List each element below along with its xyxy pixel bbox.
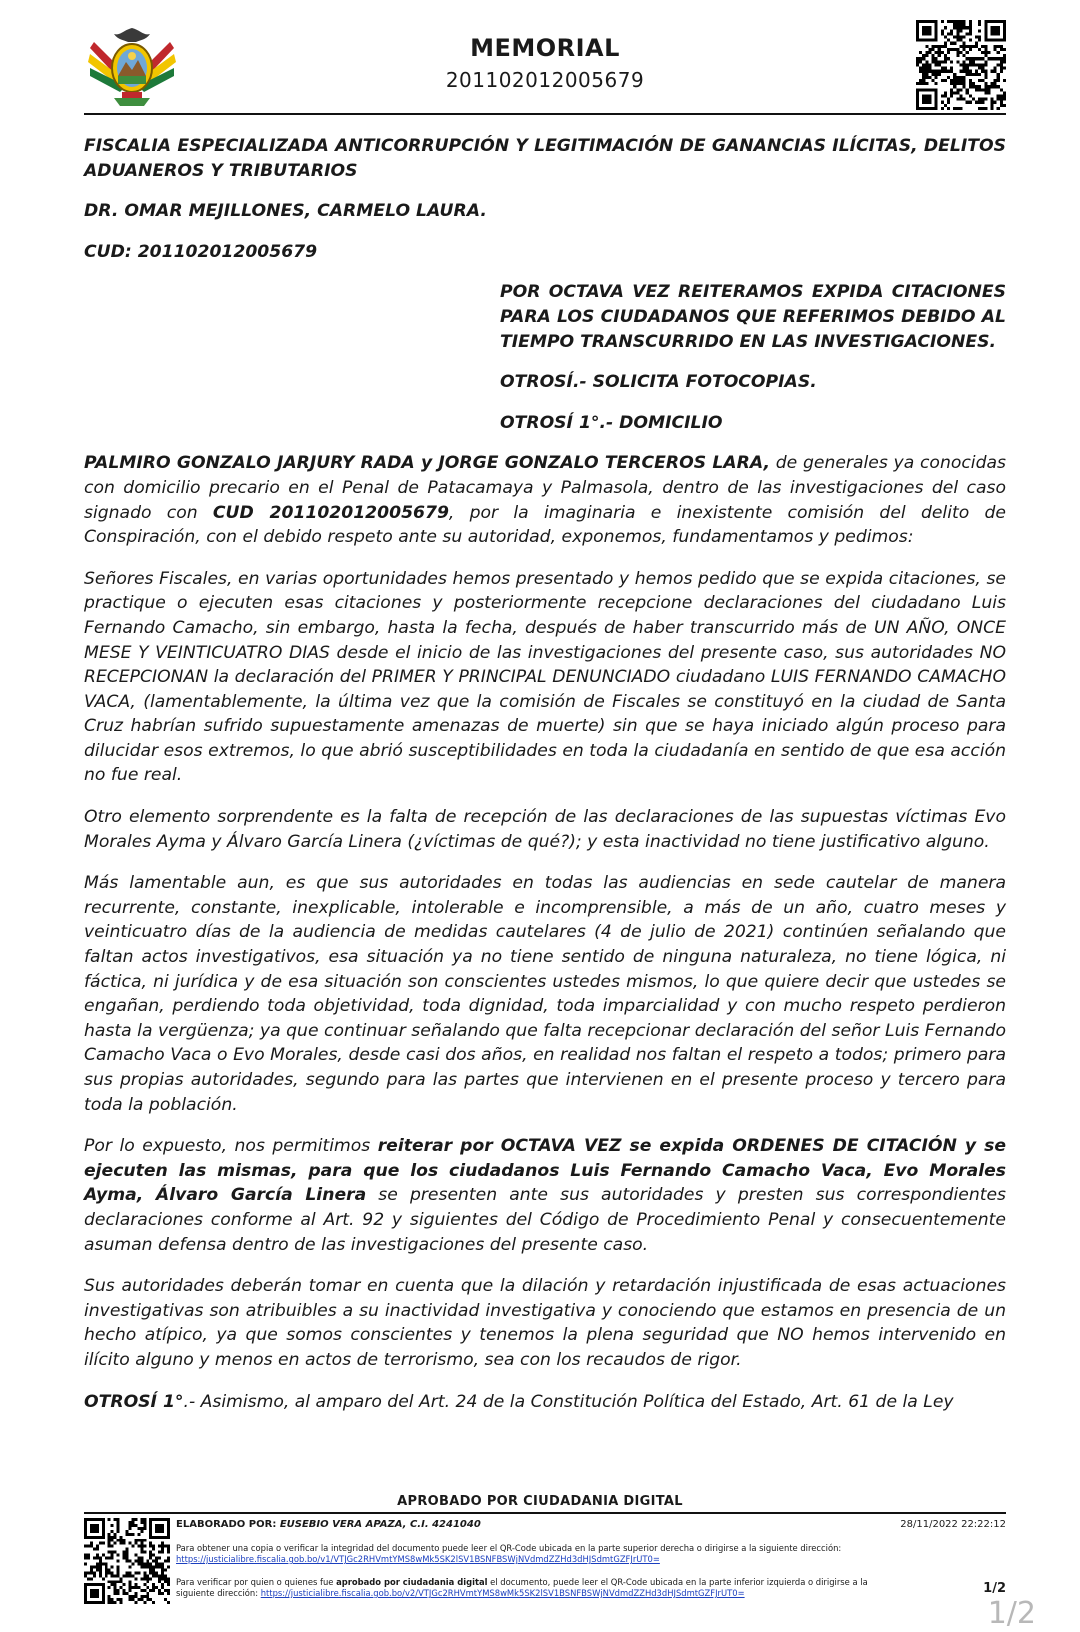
approval-link[interactable]: https://justicialibre.fiscalia.gob.bo/v2/VTJGc2RHVmtYMS8wMk5SK2lSV1BSNFBSWjNVdmdZZHd3dHJSdmtGZFJrUT0=: [260, 1588, 745, 1598]
footer-divider: [84, 1512, 1006, 1514]
case-cud-inline: CUD 201102012005679: [212, 502, 449, 523]
timestamp: 28/11/2022 22:22:12: [900, 1519, 1006, 1530]
header-divider: [84, 113, 1006, 115]
paragraph-warning: Sus autoridades deberán tomar en cuenta que la dilación y retardación injustificada de esas actuaciones investigativas son atribuibles a su inactividad investigativa y conociendo que estamos en presencia de un hecho atípico, ya que somos conscientes y tenemos la plena seguridad que NO hemos intervenido en ilícito alguno y menos en actos de terrorismo, sea con los recaudos de rigor.: [84, 1276, 1006, 1370]
paragraph-victims: Otro elemento sorprendente es la falta de recepción de las declaraciones de las supuestas víctimas Evo Morales Ayma y Álvaro García Linera (¿víctimas de qué?); y esta inactividad no tiene justificativo alguno.: [84, 807, 1006, 852]
qr-code-icon[interactable]: [916, 20, 1006, 110]
summary-main: POR OCTAVA VEZ REITERAMOS EXPIDA CITACIONES PARA LOS CIUDADANOS QUE REFERIMOS DEBIDO AL TIEMPO TRANSCURRIDO EN LAS INVESTIGACIONES.: [500, 282, 1006, 352]
petition-summary: [500, 280, 1006, 435]
summary-otrosi-fotocopias: OTROSÍ.- SOLICITA FOTOCOPIAS.: [500, 372, 817, 393]
request-bold: reiterar por OCTAVA VEZ se expida ORDENES DE CITACIÓN y se ejecuten las mismas, para que los ciudadanos Luis Fernando Camacho Vaca, Evo Morales Ayma, Álvaro García Linera: [84, 1136, 1006, 1206]
case-cud: CUD: 201102012005679: [84, 241, 318, 262]
verify-integrity-note: Para obtener una copia o verificar la integridad del documento puede leer el QR-Code ubicada en la parte superior derecha o dirigirse a la siguiente dirección: https://justicialibre.fiscalia.gob.bo/v1/VTJGc2RHVmtYMS8wMk5SK2lSV1BSNFBSWjNVdmdZZHd3dHJSdmtGZFJrUT0=: [176, 1543, 842, 1564]
paragraph-complaint: Más lamentable aun, es que sus autoridades en todas las audiencias en sede cautelar de manera recurrente, constante, inexplicable, intolerable e incomprensible, a más de un año, cuatro meses y veinticuatro días de la audiencia de medidas cautelares (4 de julio de 2021) continúen señalando que faltan actos investigativos, esa situación ya no tiene sentido de ninguna naturaleza, no tiene lógica, ni fáctica, ni jurídica y de esa situación son conscientes ustedes mismos, lo que quiere decir que ustedes se engañan, perdiendo toda objetividad, toda dignidad, toda imparcialidad y con mucho respeto perdieron hasta la vergüenza; ya que continuar señalando que falta recepcionar declaración del señor Luis Fernando Camacho Vaca o Evo Morales, desde casi dos años, en realidad nos faltan el respeto a todos; primero para sus propias autoridades, segundo para las partes que intervienen en el presente proceso y tercero para toda la población.: [84, 873, 1006, 1115]
summary-otrosi-domicilio: OTROSÍ 1°.- DOMICILIO: [500, 412, 723, 433]
paragraph-background: Señores Fiscales, en varias oportunidades hemos presentado y hemos pedido que se expida citaciones, se practique o ejecuten esas citaciones y posteriormente recepcione declaraciones del ciudadano Luis Fernando Camacho, sin embargo, hasta la fecha, después de haber transcurrido más de UN AÑO, ONCE MESE Y VEINTICUATRO DIAS desde el inicio de las investigaciones del presente caso, sus autoridades NO RECEPCIONAN la declaración del PRIMER Y PRINCIPAL DENUNCIADO ciudadano LUIS FERNANDO CAMACHO VACA, (lamentablemente, la última vez que la comisión de Fiscales se constituyó en la ciudad de Santa Cruz habrían sufrido supuestamente amenazas de muerte) sin que se haya iniciado algún proceso para dilucidar esos extremos, lo que abrió susceptibilidades en toda la ciudadanía en sentido de que esa acción no fue real.: [84, 568, 1006, 786]
document-header: [84, 18, 1006, 114]
document-number: 201102012005679: [445, 68, 645, 92]
addressee-prosecutors: DR. OMAR MEJILLONES, CARMELO LAURA.: [84, 201, 487, 222]
paragraph-petitioners: PALMIRO GONZALO JARJURY RADA y JORGE GONZALO TERCEROS LARA, de generales ya conocidas con domicilio precario en el Penal de Patacamaya y Palmasola, dentro de las investigaciones del caso signado con CUD 201102012005679, por la imaginaria e inexistente comisión del delito de Conspiración, con el debido respeto ante su autoridad, exponemos, fundamentamos y pedimos:: [84, 453, 1006, 548]
otrosi-label: OTROSÍ 1°: [84, 1391, 184, 1412]
integrity-link[interactable]: https://justicialibre.fiscalia.gob.bo/v1/VTJGc2RHVmtYMS8wMk5SK2lSV1BSNFBSWjNVdmdZZHd3dHJSdmtGZFJrUT0=: [176, 1554, 660, 1564]
elaborated-by-label: ELABORADO POR:: [176, 1519, 277, 1530]
paragraph-request: Por lo expuesto, nos permitimos reiterar por OCTAVA VEZ se expida ORDENES DE CITACIÓN y se ejecuten las mismas, para que los ciudadanos Luis Fernando Camacho Vaca, Evo Morales Ayma, Álvaro García Linera se presenten ante sus autoridades y presten sus correspondientes declaraciones conforme al Art. 92 y siguientes del Código de Procedimiento Penal y consecuentemente asuman defensa dentro de las investigaciones del presente caso.: [84, 1136, 1006, 1255]
petitioner-names: PALMIRO GONZALO JARJURY RADA y JORGE GONZALO TERCEROS LARA,: [84, 453, 770, 474]
elaborated-by: [176, 1519, 481, 1530]
qr-code-icon[interactable]: [84, 1518, 170, 1604]
page-number-watermark: 1/2: [987, 1596, 1036, 1631]
page-number: 1/2: [983, 1581, 1006, 1596]
elaborated-by-name: EUSEBIO VERA APAZA, C.I. 4241040: [279, 1519, 481, 1530]
addressee-office: FISCALIA ESPECIALIZADA ANTICORRUPCIÓN Y LEGITIMACIÓN DE GANANCIAS ILÍCITAS, DELITOS ADUANEROS Y TRIBUTARIOS: [84, 136, 1006, 181]
approved-banner: APROBADO POR CIUDADANIA DIGITAL: [397, 1494, 683, 1509]
verify-approval-note: Para verificar por quien o quienes fue aprobado por ciudadania digital el documento, puede leer el QR-Code ubicada en la parte inferior izquierda o dirigirse a la siguiente dirección: https://justicialibre.fiscalia.gob.bo/v2/VTJGc2RHVmtYMS8wMk5SK2lSV1BSNFBSWjNVdmdZZHd3dHJSdmtGZFJrUT0=: [176, 1577, 868, 1598]
document-title: MEMORIAL: [470, 34, 620, 62]
document-body: [84, 134, 1006, 1414]
paragraph-otrosi: OTROSÍ 1°.- Asimismo, al amparo del Art. 24 de la Constitución Política del Estado, Art. 61 de la Ley: [84, 1391, 954, 1412]
